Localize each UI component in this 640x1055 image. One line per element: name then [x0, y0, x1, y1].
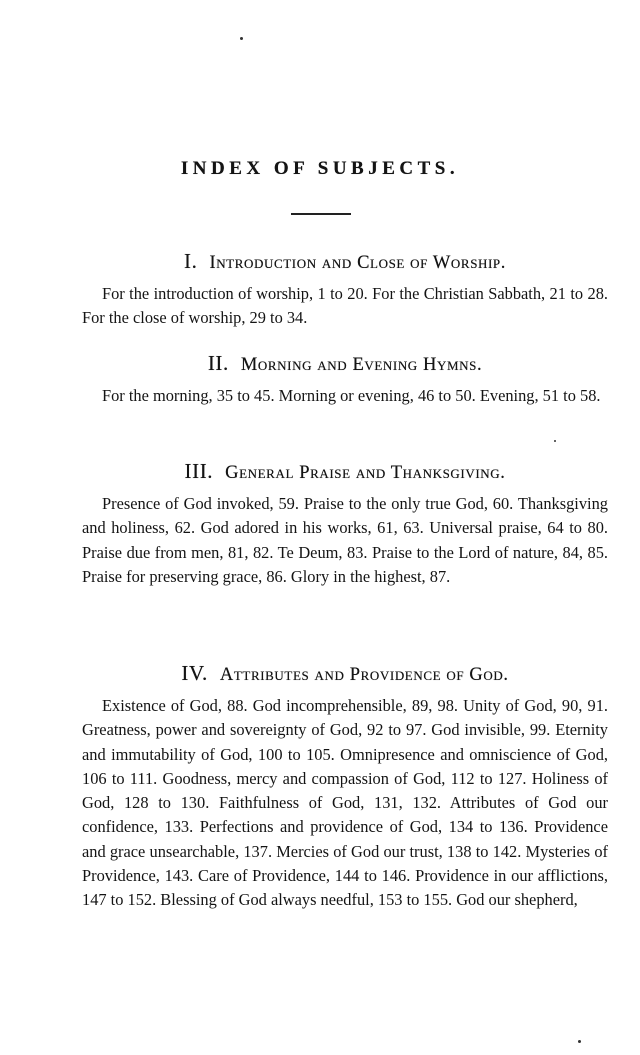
section-title: Introduction and Close of Worship. — [209, 253, 506, 273]
section-heading — [82, 250, 608, 274]
ink-speck — [240, 37, 243, 40]
section-heading — [82, 662, 608, 686]
section-text: For the morning, 35 to 45. Morning or evening, 46 to 50. Evening, 51 to 58. — [102, 386, 601, 405]
section-4 — [82, 662, 608, 913]
ink-speck — [554, 440, 556, 442]
section-title: Morning and Evening Hymns. — [240, 355, 483, 375]
section-numeral: III. — [184, 459, 214, 483]
section-heading — [82, 352, 608, 376]
section-text: Existence of God, 88. God incomprehensible, 89, 98. Unity of God, 90, 91. Greatness, power and sovereignty of God, 92 to 97. God invisible, 99. Eternity and immutability of God, 100 to 105. Omnipresence and omniscience of God, 106 to 111. Goodness, mercy and compassion of God, 112 to 127. Holiness of God, 128 to 130. Faithfulness of God, 131, 132. Attributes of God our confidence, 133. Perfections and providence of God, 134 to 136. Providence and grace unsearchable, 137. Mercies of God our trust, 138 to 142. Mysteries of Providence, 143. Care of Providence, 144 to 146. Providence in our afflictions, 147 to 152. Blessing of God always needful, 153 to 155. God our shepherd, — [82, 696, 608, 910]
ink-speck — [578, 1040, 581, 1043]
section-2 — [82, 352, 608, 408]
section-numeral: IV. — [181, 661, 208, 685]
section-3 — [82, 460, 608, 589]
section-title: General Praise and Thanksgiving. — [225, 463, 506, 483]
section-title: Attributes and Providence of God. — [219, 665, 509, 685]
section-heading — [82, 460, 608, 484]
section-text: For the introduction of worship, 1 to 20. For the Christian Sabbath, 21 to 28. For the close of worship, 29 to 34. — [82, 284, 608, 328]
section-text: Presence of God invoked, 59. Praise to the only true God, 60. Thanksgiving and holiness, 62. God adored in his works, 61, 63. Universal praise, 64 to 80. Praise due from men, 81, 82. Te Deum, 83. Praise to the Lord of nature, 84, 85. Praise for preserving grace, 86. Glory in the highest, 87. — [82, 494, 608, 586]
section-1 — [82, 250, 608, 331]
title-rule — [291, 213, 351, 215]
section-numeral: I. — [183, 249, 198, 273]
section-numeral: II. — [207, 351, 229, 375]
page-title: INDEX OF SUBJECTS. — [180, 158, 460, 179]
